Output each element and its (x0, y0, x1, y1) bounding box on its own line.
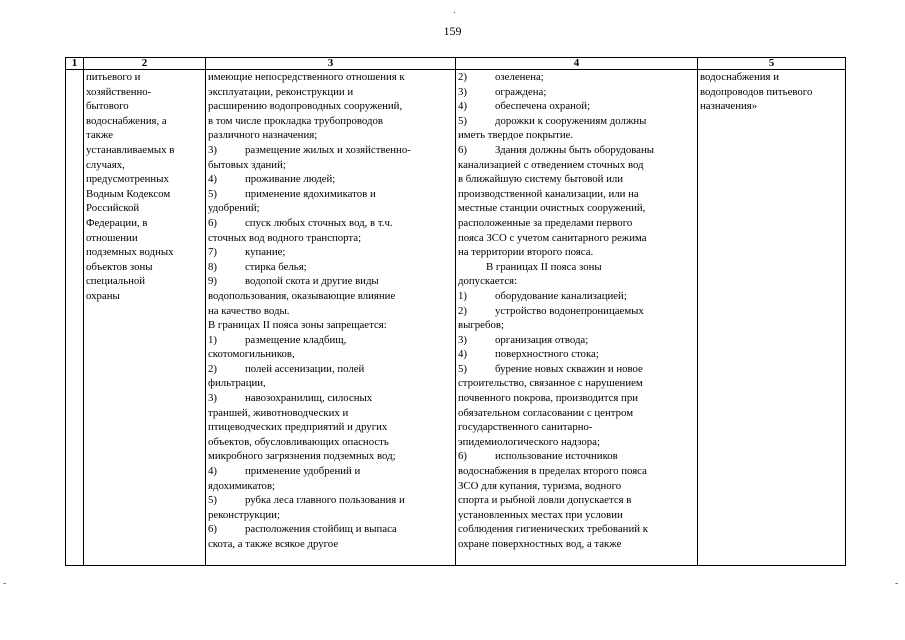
cell-col-3 (206, 70, 456, 566)
text-line (208, 449, 453, 464)
line-text: использование источников (495, 450, 618, 463)
text-line (208, 158, 453, 173)
text-line (458, 522, 695, 537)
item-number: 6) (458, 143, 467, 156)
line-text: применение удобрений и (245, 465, 361, 478)
text-line (208, 245, 453, 260)
text-line (458, 435, 695, 450)
cell-col-1 (66, 70, 84, 566)
text-line (208, 99, 453, 114)
item-number: 3) (208, 392, 217, 405)
text-line (208, 216, 453, 231)
line-text: размещение кладбищ, (245, 333, 347, 346)
line-text: государственного санитарно- (458, 421, 593, 434)
text-line: водоснабжения и (700, 71, 779, 83)
line-text: скотомогильников, (208, 348, 295, 361)
line-text: размещение жилых и хозяйственно- (245, 143, 411, 156)
text-line (208, 406, 453, 421)
line-text: канализацией с отведением сточных вод (458, 158, 644, 171)
line-text: бурение новых скважин и новое (495, 362, 643, 375)
text-line: охраны (86, 289, 120, 302)
line-text: производственной канализации, или на (458, 187, 639, 200)
line-text: навозохранилищ, силосных (245, 392, 373, 405)
right-edge-mark: - (895, 578, 899, 589)
text-line (208, 260, 453, 275)
text-line (208, 391, 453, 406)
line-text: водопой скота и другие виды (245, 275, 379, 288)
line-text: в том числе прокладка трубопроводов (208, 114, 383, 127)
text-line (458, 260, 695, 275)
line-text: полей ассенизации, полей (245, 362, 365, 375)
line-text: В границах II пояса зоны (486, 260, 602, 273)
line-text: строительство, связанное с нарушением (458, 377, 643, 390)
line-text: пояса ЗСО с учетом санитарного режима (458, 231, 647, 244)
text-line (458, 376, 695, 391)
line-text: устройство водонепроницаемых (495, 304, 644, 317)
item-number: 3) (208, 143, 217, 156)
line-text: спуск любых сточных вод, в т.ч. (245, 216, 393, 229)
line-text: микробного загрязнения подземных вод; (208, 450, 396, 463)
line-text: птицеводческих предприятий и других (208, 421, 388, 434)
item-number: 2) (458, 304, 467, 317)
line-text: охране поверхностных вод, а также (458, 538, 622, 550)
line-text: установленных местах при условии (458, 508, 623, 521)
text-line (458, 143, 695, 158)
line-text: имеющие непосредственного отношения к (208, 71, 405, 83)
header-cell-5: 5 (698, 58, 846, 70)
item-number: 1) (458, 289, 467, 302)
text-line (208, 172, 453, 187)
text-line (458, 172, 695, 187)
text-line (208, 114, 453, 129)
line-text: ограждена; (495, 85, 547, 98)
line-text: на территории второго пояса. (458, 246, 594, 259)
text-line (458, 128, 695, 143)
text-line (208, 304, 453, 319)
text-line: специальной (86, 275, 146, 288)
line-text: почвенного покрова, производится при (458, 392, 638, 405)
text-line: отношении (86, 231, 138, 244)
text-line (458, 420, 695, 435)
item-number: 3) (458, 85, 467, 98)
text-line (458, 274, 695, 289)
page-number: 159 (443, 24, 462, 38)
line-text: поверхностного стока; (495, 348, 599, 361)
item-number: 5) (208, 494, 217, 507)
text-line (208, 274, 453, 289)
header-cell-1: 1 (66, 58, 84, 70)
line-text: купание; (245, 246, 286, 259)
line-text: эпидемиологического надзора; (458, 435, 600, 448)
line-text: проживание людей; (245, 173, 336, 186)
line-text: ядохимикатов; (208, 479, 276, 492)
item-number: 8) (208, 260, 217, 273)
line-text: спорта и рыбной ловли допускается в (458, 494, 632, 507)
text-line (208, 479, 453, 494)
text-line (208, 318, 453, 333)
line-text: стирка белья; (245, 260, 307, 273)
line-text: различного назначения; (208, 129, 318, 142)
line-text: расположенные за пределами первого (458, 216, 633, 229)
line-text: В границах II пояса зоны запрещается: (208, 319, 387, 332)
text-line (458, 70, 695, 85)
text-line (208, 493, 453, 508)
text-line (208, 289, 453, 304)
line-text: рубка леса главного пользования и (245, 494, 405, 507)
text-line (458, 245, 695, 260)
line-text: водоснабжения в пределах второго пояса (458, 465, 647, 478)
line-text: расширению водопроводных сооружений, (208, 100, 403, 113)
line-text: иметь твердое покрытие. (458, 129, 574, 142)
text-line (208, 231, 453, 246)
item-number: 6) (208, 216, 217, 229)
item-number: 5) (458, 362, 467, 375)
text-line (208, 522, 453, 537)
line-text: реконструкции; (208, 508, 280, 521)
text-line: Федерации, в (86, 216, 148, 229)
line-text: водопользования, оказывающие влияние (208, 289, 396, 302)
text-line (208, 537, 453, 552)
text-line (458, 85, 695, 100)
cell-col-2 (84, 70, 206, 566)
item-number: 2) (208, 362, 217, 375)
line-text: бытовых зданий; (208, 158, 286, 171)
text-line: также (86, 129, 113, 142)
line-text: допускается: (458, 275, 518, 288)
text-line (458, 201, 695, 216)
text-line (458, 537, 695, 552)
item-number: 4) (458, 100, 467, 113)
line-text: ЗСО для купания, туризма, водного (458, 479, 622, 492)
item-number: 3) (458, 333, 467, 346)
line-text: на качество воды. (208, 304, 290, 317)
item-number: 6) (458, 450, 467, 463)
text-line (458, 99, 695, 114)
text-line: подземных водных (86, 246, 174, 259)
text-line: питьевого и (86, 71, 141, 83)
header-cell-2: 2 (84, 58, 206, 70)
item-number: 6) (208, 523, 217, 536)
item-number: 7) (208, 246, 217, 259)
line-text: озеленена; (495, 71, 544, 83)
text-line (458, 289, 695, 304)
text-line (458, 304, 695, 319)
text-line (458, 114, 695, 129)
text-line (208, 347, 453, 362)
text-line (208, 201, 453, 216)
text-line (458, 318, 695, 333)
text-line (458, 406, 695, 421)
item-number: 4) (208, 465, 217, 478)
line-text: обеспечена охраной; (495, 100, 591, 113)
text-line (208, 128, 453, 143)
text-line: объектов зоны (86, 260, 153, 273)
item-number: 4) (458, 348, 467, 361)
text-line (458, 333, 695, 348)
text-line (458, 449, 695, 464)
table-row (66, 70, 846, 566)
text-line: Российской (86, 202, 140, 215)
text-line (458, 362, 695, 377)
item-number: 9) (208, 275, 217, 288)
line-text: скота, а также всякое другое (208, 538, 339, 550)
text-line (208, 85, 453, 100)
text-line (458, 347, 695, 362)
text-line (458, 158, 695, 173)
text-line (458, 231, 695, 246)
line-text: соблюдения гигиенических требований к (458, 523, 648, 536)
text-line (208, 464, 453, 479)
text-line: Водным Кодексом (86, 187, 171, 200)
text-line: назначения» (700, 100, 758, 113)
text-line (208, 187, 453, 202)
line-text: удобрений; (208, 202, 260, 215)
line-text: расположения стойбищ и выпаса (245, 523, 397, 536)
line-text: выгребов; (458, 319, 504, 332)
line-text: эксплуатации, реконструкции и (208, 85, 354, 98)
cell-col-4 (456, 70, 698, 566)
line-text: сточных вод водного транспорта; (208, 231, 362, 244)
line-text: дорожки к сооружениям должны (495, 114, 647, 127)
text-line: водопроводов питьевого (700, 85, 813, 98)
item-number: 2) (458, 71, 467, 83)
regulation-table (65, 57, 846, 566)
text-line (458, 464, 695, 479)
text-line (208, 435, 453, 450)
left-edge-mark: - (3, 578, 7, 589)
line-text: оборудование канализацией; (495, 289, 627, 302)
text-line (208, 70, 453, 85)
text-line (458, 391, 695, 406)
text-line: устанавливаемых в (86, 143, 175, 156)
top-dot-mark: · (453, 8, 457, 19)
text-line: хозяйственно- (86, 85, 152, 98)
text-line: водоснабжения, а (86, 114, 167, 127)
text-line (458, 508, 695, 523)
text-line (208, 508, 453, 523)
line-text: объектов, обусловливающих опасность (208, 435, 389, 448)
text-line: случаях, (86, 158, 125, 171)
text-line (208, 362, 453, 377)
text-line: предусмотренных (86, 173, 169, 186)
text-line (458, 493, 695, 508)
item-number: 4) (208, 173, 217, 186)
line-text: применение ядохимикатов и (245, 187, 376, 200)
line-text: организация отвода; (495, 333, 589, 346)
cell-col-5 (698, 70, 846, 566)
text-line (458, 216, 695, 231)
header-cell-3: 3 (206, 58, 456, 70)
text-line: бытового (86, 100, 129, 113)
header-row (66, 58, 846, 70)
line-text: фильтрации, (208, 377, 266, 390)
line-text: Здания должны быть оборудованы (495, 143, 655, 156)
item-number: 1) (208, 333, 217, 346)
text-line (208, 333, 453, 348)
text-line (208, 420, 453, 435)
item-number: 5) (208, 187, 217, 200)
text-line (458, 187, 695, 202)
line-text: обязательном согласовании с центром (458, 406, 634, 419)
text-line (208, 376, 453, 391)
line-text: местные станции очистных сооружений, (458, 202, 646, 215)
line-text: в ближайшую систему бытовой или (458, 173, 624, 186)
text-line (458, 479, 695, 494)
line-text: траншей, животноводческих и (208, 406, 349, 419)
text-line (208, 143, 453, 158)
item-number: 5) (458, 114, 467, 127)
header-cell-4: 4 (456, 58, 698, 70)
